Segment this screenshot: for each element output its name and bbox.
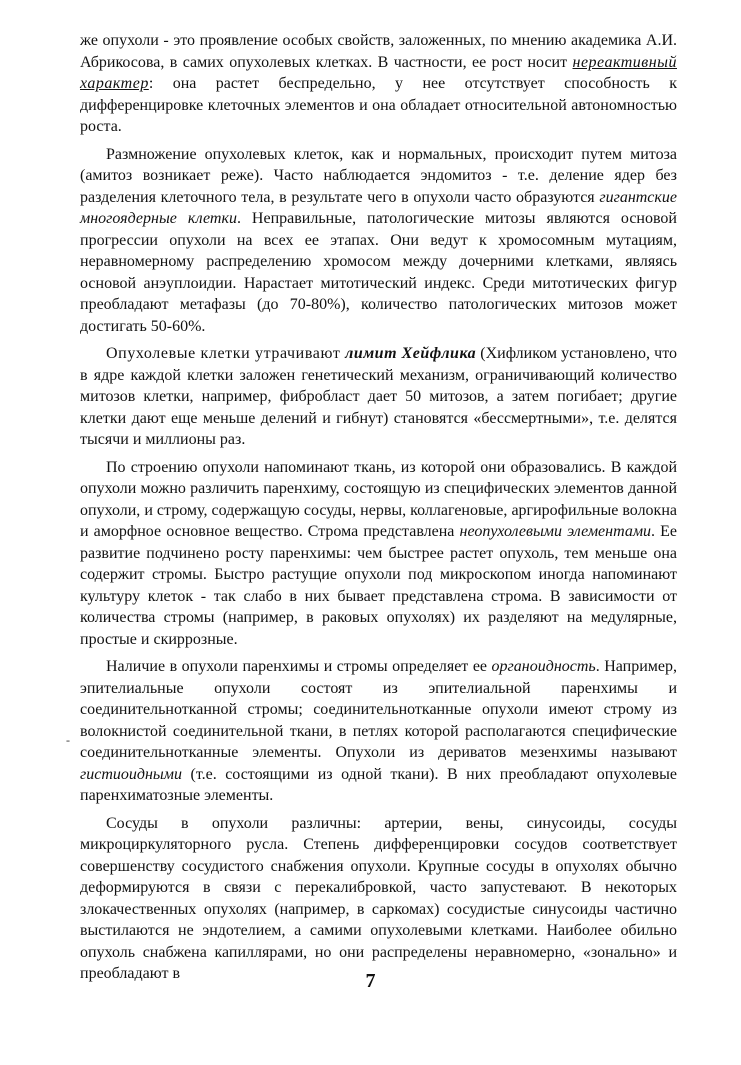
paragraph-1-text-a: же опухоли - это проявление особых свойств, заложенных, по мнению академика А.И. Абрикосова, в самих опухолевых клетках. В частности, ее рост носит xyxy=(80,32,677,71)
paragraph-5-text-b: . Например, эпителиальные опухоли состоят из эпителиальной паренхимы и соединительнотканной стромы; соединительнотканные опухоли имеют строму из волокнистой соединительной ткани, в петлях которой располагаются специфические соединительнотканные элементы. Опухоли из дериватов мезенхимы называют xyxy=(80,658,678,761)
paragraph-4-text-b: . Ее развитие подчинено росту паренхимы: чем быстрее растет опухоль, тем меньше она содержит стромы. Быстро растущие опухоли под микроскопом иногда напоминают культуру клеток - так слабо в них бывает представлена строма. В зависимости от количества стромы (например, в раковых опухолях) их разделяют на медулярные, простые и скиррозные. xyxy=(80,523,678,648)
paragraph-5-text-c: (т.е. состоящими из одной ткани). В них преобладают опухолевые паренхиматозные элементы. xyxy=(80,765,677,804)
paragraph-1 xyxy=(80,30,677,138)
paragraph-2-text-b: . Неправильные, патологические митозы являются основой прогрессии опухоли на всех ее этапах. Они ведут к хромосомным мутациям, неравномерному распределению хромосом между дочерними клетками, являясь основой анэуплоидии. Нарастает митотический индекс. Среди митотических фигур преобладают метафазы (до 70-80%), количество патологических митозов может достигать 50-60%. xyxy=(80,210,677,335)
paragraph-4-text-a: По строению опухоли напоминают ткань, из которой они образовались. В каждой опухоли можно различить паренхиму, состоящую из специфических элементов данной опухоли, и строму, содержащую сосуды, нервы, коллагеновые, аргирофильные волокна и аморфное основное вещество. Строма представлена xyxy=(80,458,677,540)
paragraph-1-text-b: : она растет беспредельно, у нее отсутствует способность к дифференцировке клеточных элементов и она обладает относительной автономностью роста. xyxy=(80,75,677,135)
paragraph-3-text-a: Опухолевые клетки утрачивают xyxy=(106,345,346,362)
term-hayflick-limit: лимит Хейфлика xyxy=(345,345,477,362)
paragraph-2 xyxy=(80,144,677,338)
term-non-tumor-elements: неопухолевыми элементами xyxy=(459,523,652,540)
margin-mark: - xyxy=(66,733,70,747)
paragraph-5 xyxy=(80,656,677,807)
paragraph-4 xyxy=(80,457,677,651)
term-giant-multinucleated-cells: гигантские многоядерные клетки xyxy=(80,188,677,227)
paragraph-5-text-a: Наличие в опухоли паренхимы и стромы определяет ее xyxy=(106,658,492,675)
paragraph-6 xyxy=(80,813,677,985)
term-histioid: гистиоидными xyxy=(80,765,182,783)
term-nonreactive-character: нереактивный характер xyxy=(80,53,677,92)
paragraph-6-text: Сосуды в опухоли различны: артерии, вены, синусоиды, сосуды микроциркуляторного русла. Степень дифференцировки сосудов соответствует совершенству сосудистого снабжения опухоли. Крупные сосуды в опухолях обычно деформируются в связи с перекалибровкой, часто запустевают. В некоторых злокачественных опухолях (например, в саркомах) сосудистые синусоиды частично выстилаются не эндотелием, а самими опухолевыми клетками. Наиболее обильно опухоль снабжена капиллярами, но они распределены неравномерно, «зонально» и преобладают в xyxy=(80,814,677,982)
paragraph-3-text-b: (Хифликом установлено, что в ядре каждой клетки заложен генетический механизм, ограничивающий количество митозов клетки, например, фибробласт дает 50 митозов, а затем погибает; другие клетки дают еще меньше делений и гибнут) становятся «бессмертными», т.е. делятся тысячи и миллионы раз. xyxy=(80,345,677,448)
page-number: 7 xyxy=(365,970,376,992)
paragraph-3 xyxy=(80,343,677,451)
term-organoid: органоидность xyxy=(491,658,596,675)
paragraph-2-text-a: Размножение опухолевых клеток, как и нормальных, происходит путем митоза (амитоз возникает реже). Часто наблюдается эндомитоз - т.е. деление ядер без разделения клеточного тела, в результате чего в опухоли часто образуются xyxy=(80,145,677,206)
